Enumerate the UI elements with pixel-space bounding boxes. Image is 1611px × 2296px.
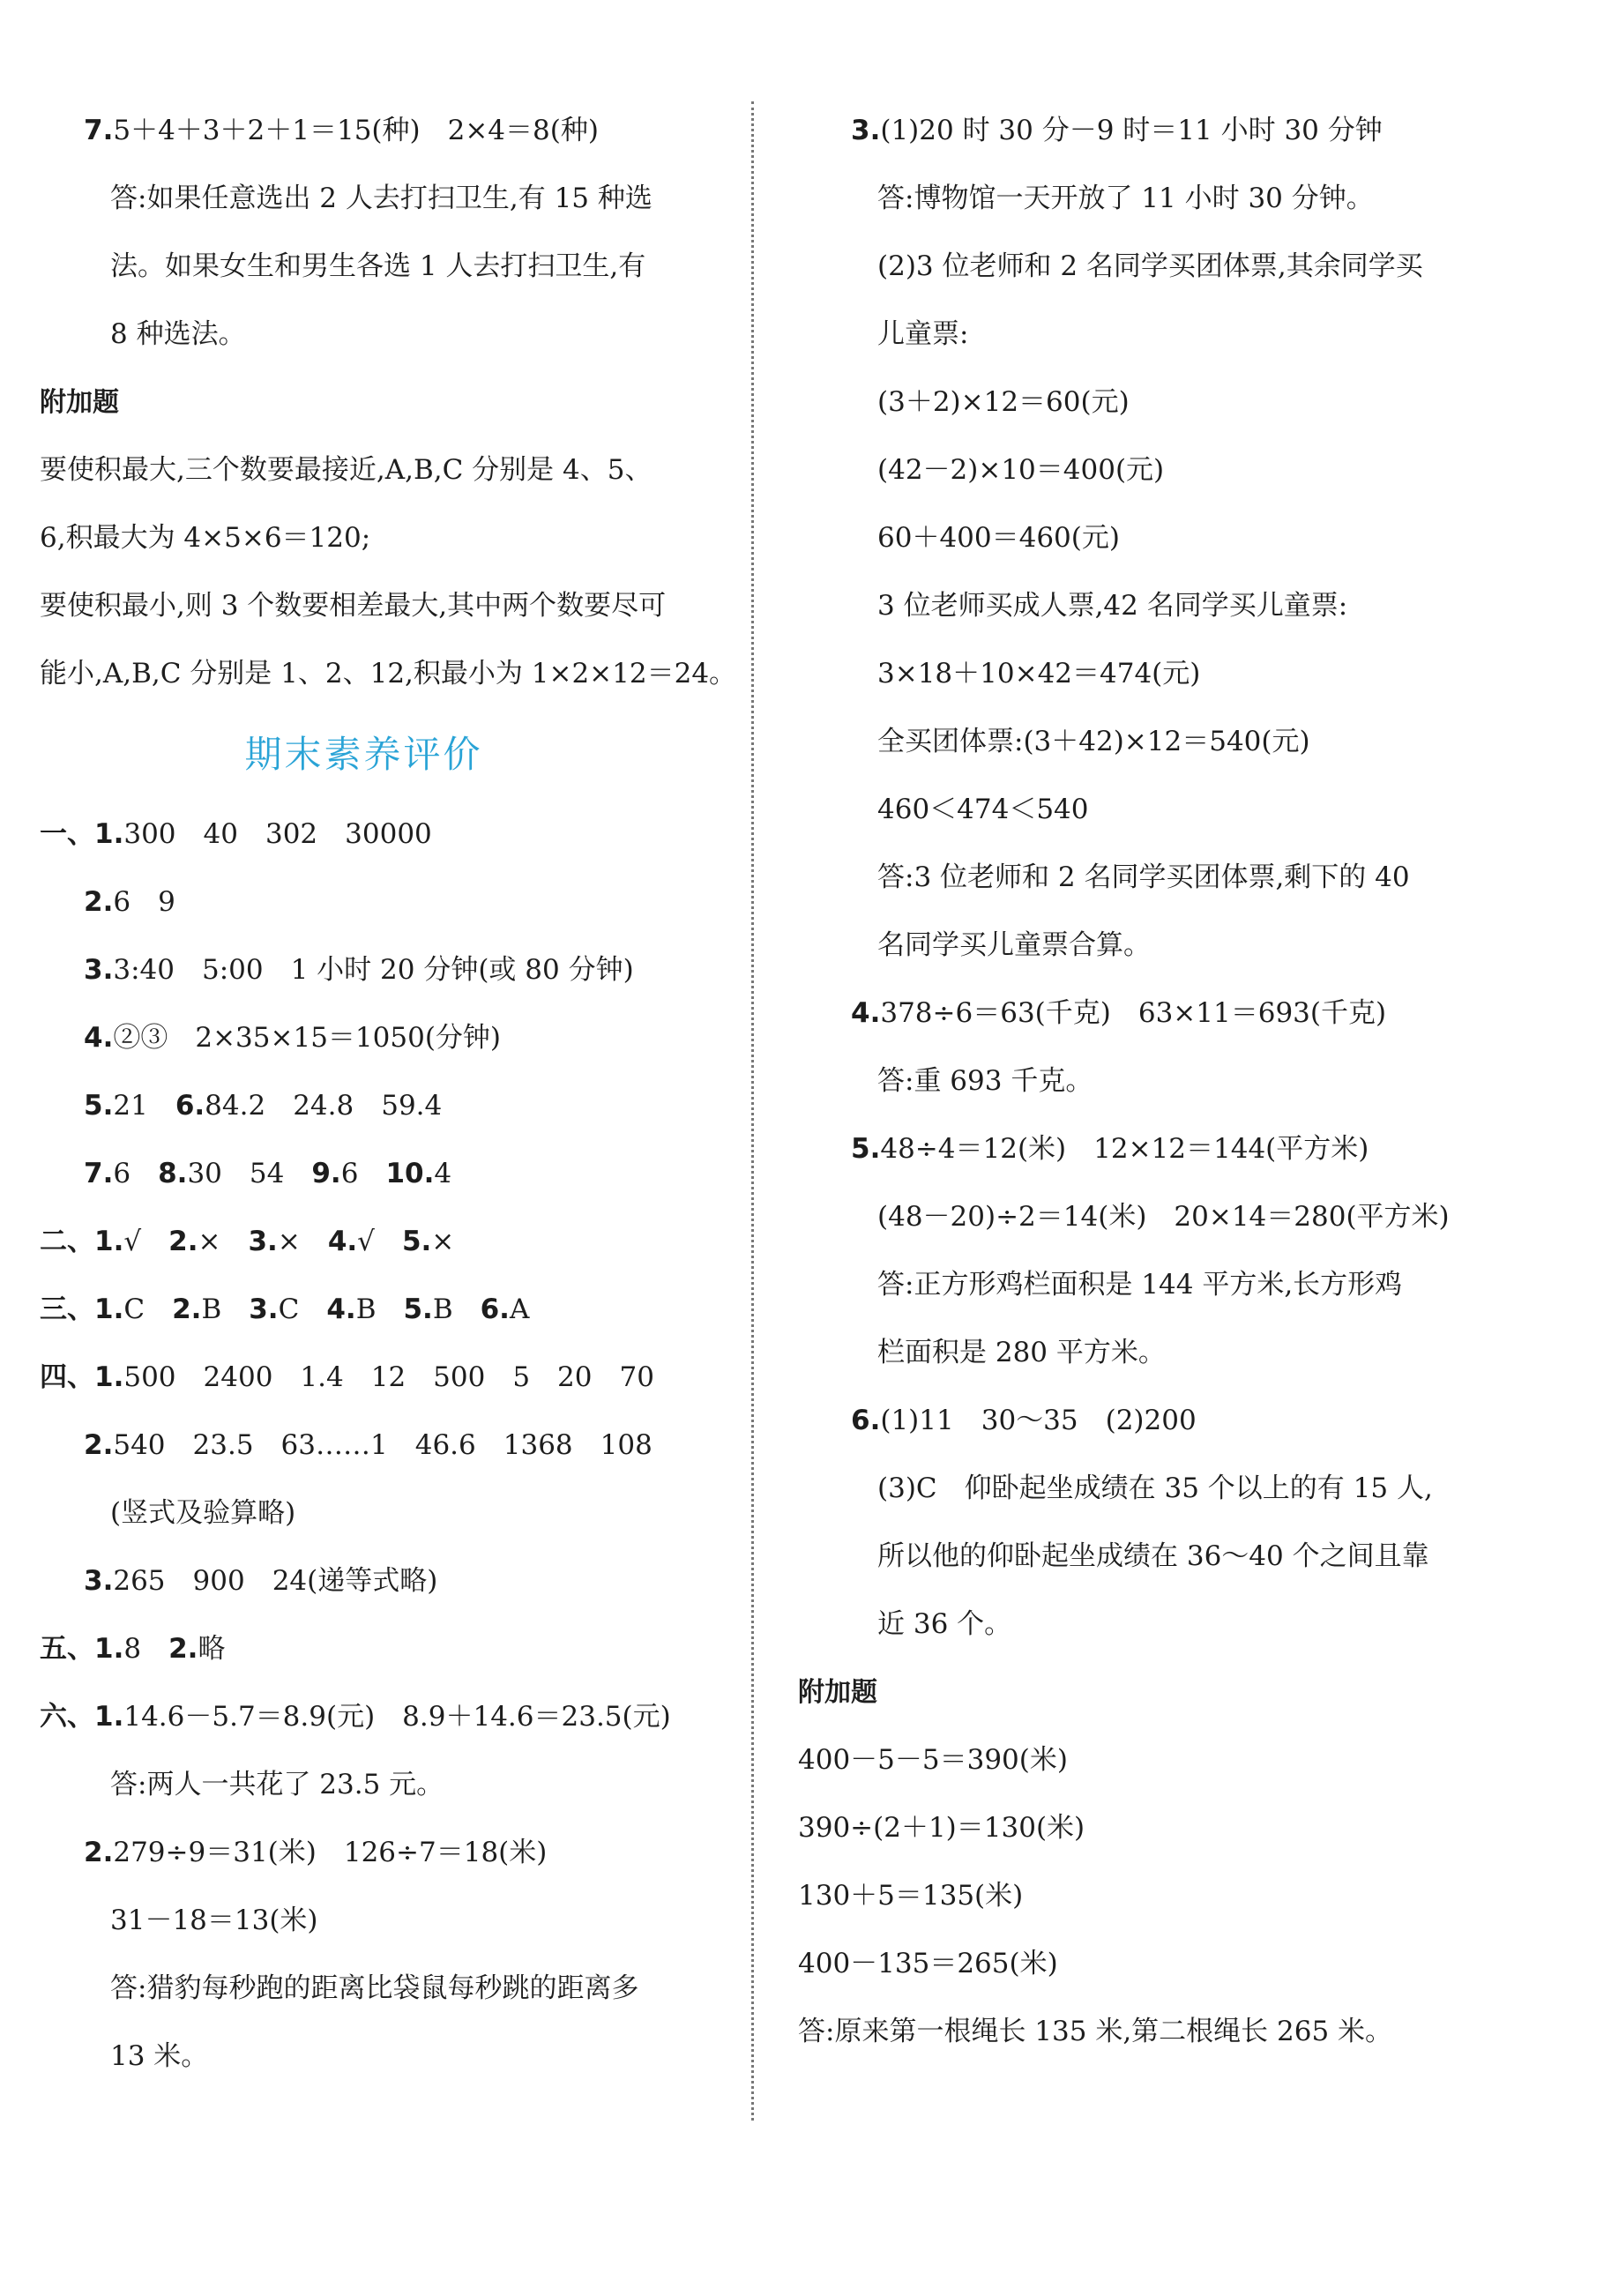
q3-line-7: 60＋400＝460(元) — [877, 522, 1120, 554]
part4-q1: 四、1.500 2400 1.4 12 500 5 20 70 — [40, 1361, 654, 1393]
q7-answer-line-2: 法。如果女生和男生各选 1 人去打扫卫生,有 — [110, 250, 646, 282]
part6-q1: 六、1.14.6－5.7＝8.9(元) 8.9＋14.6＝23.5(元) — [40, 1701, 671, 1733]
q5-line-1: 5.48÷4＝12(米) 12×12＝144(平方米) — [851, 1133, 1369, 1165]
bonus2-line-2: 390÷(2＋1)＝130(米) — [798, 1812, 1085, 1844]
q3-line-2: 答:博物馆一天开放了 11 小时 30 分钟。 — [877, 183, 1374, 214]
part6-q2: 2.279÷9＝31(米) 126÷7＝18(米) — [84, 1837, 548, 1868]
q3-line-4: 儿童票: — [877, 318, 969, 350]
q5-line-4: 栏面积是 280 平方米。 — [877, 1337, 1166, 1368]
q7-answer-line-3: 8 种选法。 — [110, 318, 246, 350]
q3-line-6: (42－2)×10＝400(元) — [877, 454, 1165, 486]
q3-line-9: 3×18＋10×42＝474(元) — [877, 658, 1201, 690]
q6-line-4: 近 36 个。 — [877, 1608, 1012, 1640]
q6-line-3: 所以他的仰卧起坐成绩在 36～40 个之间且靠 — [877, 1540, 1429, 1572]
q3-line-3: (2)3 位老师和 2 名同学买团体票,其余同学买 — [877, 250, 1423, 282]
left-column — [40, 97, 737, 2091]
q3-line-1: 3.(1)20 时 30 分－9 时＝11 小时 30 分钟 — [851, 115, 1383, 146]
section-title: 期末素养评价 — [244, 733, 483, 776]
bonus-line-1: 要使积最大,三个数要最接近,A,B,C 分别是 4、5、 — [40, 454, 653, 486]
bonus-line-4: 能小,A,B,C 分别是 1、2、12,积最小为 1×2×12＝24。 — [40, 658, 737, 690]
part5-answers: 五、1.8 2.略 — [40, 1633, 226, 1665]
part1-q3: 3.3:40 5:00 1 小时 20 分钟(或 80 分钟) — [84, 954, 634, 986]
bonus-line-2: 6,积最大为 4×5×6＝120; — [40, 522, 371, 554]
q3-line-11: 460＜474＜540 — [877, 794, 1089, 825]
bonus-heading-2: 附加题 — [798, 1677, 877, 1708]
q4-line-2: 答:重 693 千克。 — [877, 1065, 1093, 1097]
part1-q4: 4.②③ 2×35×15＝1050(分钟) — [84, 1022, 502, 1054]
bonus2-line-1: 400－5－5＝390(米) — [798, 1744, 1068, 1776]
q6-line-1: 6.(1)11 30～35 (2)200 — [851, 1405, 1197, 1436]
right-column — [798, 97, 1477, 2066]
q3-line-13: 名同学买儿童票合算。 — [877, 929, 1151, 961]
column-divider — [751, 101, 754, 2121]
part4-q2: 2.540 23.5 63……1 46.6 1368 108 — [84, 1429, 653, 1461]
part1-q1: 一、1.300 40 302 30000 — [40, 818, 432, 850]
q3-line-10: 全买团体票:(3＋42)×12＝540(元) — [877, 726, 1310, 757]
q5-line-3: 答:正方形鸡栏面积是 144 平方米,长方形鸡 — [877, 1269, 1403, 1301]
bonus-heading: 附加题 — [40, 387, 119, 418]
q5-line-2: (48－20)÷2＝14(米) 20×14＝280(平方米) — [877, 1201, 1450, 1233]
part1-q5-q6: 5.21 6.84.2 24.8 59.4 — [84, 1090, 443, 1122]
q3-line-8: 3 位老师买成人票,42 名同学买儿童票: — [877, 590, 1348, 622]
q6-line-2: (3)C 仰卧起坐成绩在 35 个以上的有 15 人, — [877, 1472, 1433, 1504]
part6-q2-answer-1: 答:猎豹每秒跑的距离比袋鼠每秒跳的距离多 — [110, 1972, 639, 2004]
part6-q2-line-2: 31－18＝13(米) — [110, 1905, 318, 1936]
part4-q2-note: (竖式及验算略) — [110, 1497, 296, 1529]
q7-answer-line-1: 答:如果任意选出 2 人去打扫卫生,有 15 种选 — [110, 183, 653, 214]
q4-line-1: 4.378÷6＝63(千克) 63×11＝693(千克) — [851, 997, 1387, 1029]
bonus2-line-4: 400－135＝265(米) — [798, 1948, 1058, 1979]
q3-line-12: 答:3 位老师和 2 名同学买团体票,剩下的 40 — [877, 861, 1410, 893]
q3-line-5: (3＋2)×12＝60(元) — [877, 386, 1130, 418]
part6-q1-answer: 答:两人一共花了 23.5 元。 — [110, 1769, 444, 1800]
part3-answers: 三、1.C 2.B 3.C 4.B 5.B 6.A — [40, 1293, 530, 1325]
q7-equation: 7.5＋4＋3＋2＋1＝15(种) 2×4＝8(种) — [84, 115, 599, 146]
bonus2-line-3: 130＋5＝135(米) — [798, 1880, 1024, 1912]
part6-q2-answer-2: 13 米。 — [110, 2040, 209, 2072]
bonus-line-3: 要使积最小,则 3 个数要相差最大,其中两个数要尽可 — [40, 590, 667, 622]
part1-q2: 2.6 9 — [84, 886, 175, 918]
part2-answers: 二、1.√ 2.× 3.× 4.√ 5.× — [40, 1226, 455, 1257]
part1-q7-q10: 7.6 8.30 54 9.6 10.4 — [84, 1158, 452, 1189]
bonus2-line-5: 答:原来第一根绳长 135 米,第二根绳长 265 米。 — [798, 2016, 1393, 2047]
part4-q3: 3.265 900 24(递等式略) — [84, 1565, 438, 1597]
